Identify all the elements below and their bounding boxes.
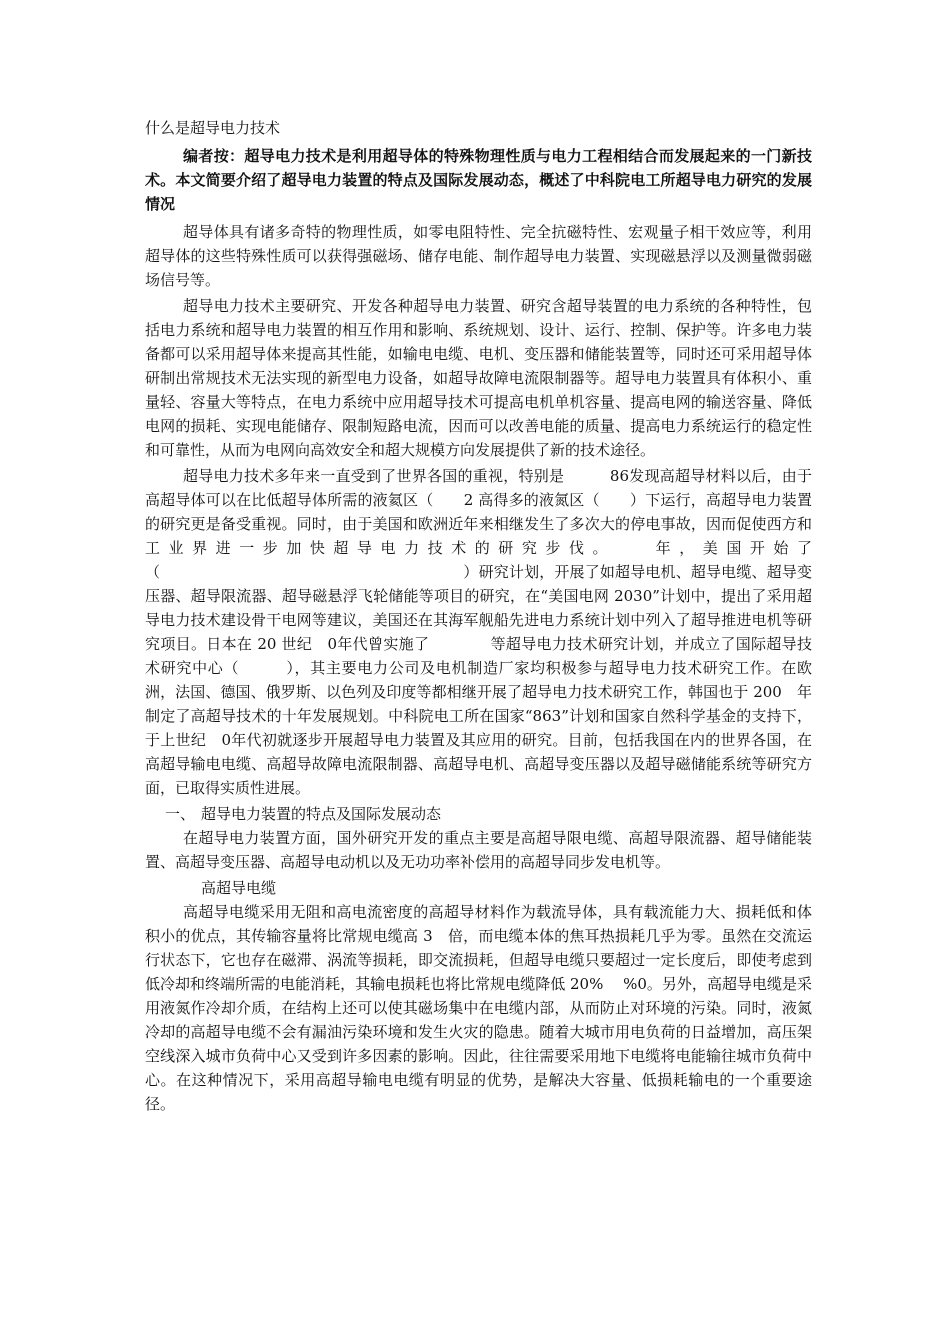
editor-note: 编者按：超导电力技术是利用超导体的特殊物理性质与电力工程相结合而发展起来的一门新技术。本文简要介绍了超导电力装置的特点及国际发展动态，概述了中科院电工所超导电力研究的发展情况	[145, 147, 812, 213]
paragraph-5: 高超导电缆采用无阻和高电流密度的高超导材料作为载流导体，具有载流能力大、损耗低和体积小的优点，其传输容量将比常规电缆高 3 倍，而电缆本体的焦耳热损耗几乎为零。虽然在交流运行状态下，它也存在磁滞、涡流等损耗，即交流损耗，但超导电缆只要超过一定长度后，即使考虑到低冷却和终端所需的电能消耗，其输电损耗也将比常规电缆降低 20% %0。另外，高超导电缆是采用液氮作冷却介质，在结构上还可以使其磁场集中在电缆内部，从而防止对环境的污染。同时，液氮冷却的高超导电缆不会有漏油污染环境和发生火灾的隐患。随着大城市用电负荷的日益增加，高压架空线深入城市负荷中心又受到许多因素的影响。因此，往往需要采用地下电缆将电能输往城市负荷中心。在这种情况下，采用高超导输电电缆有明显的优势，是解决大容量、低损耗输电的一个重要途径。	[145, 903, 812, 1113]
section-number: 一、	[165, 805, 196, 823]
document-title: 什么是超导电力技术	[145, 119, 281, 137]
section-title: 超导电力装置的特点及国际发展动态	[201, 805, 442, 823]
subsection-heading-1: 高超导电缆	[201, 879, 277, 897]
paragraph-3: 超导电力技术多年来一直受到了世界各国的重视，特别是 86发现高超导材料以后，由于高超导体可以在比低超导体所需的液氦区（ 2 高得多的液氮区（ ）下运行，高超导电力装置的研究更是备受重视。同时，由于美国和欧洲近年来相继发生了多次大的停电事故，因而促使西方和工业界进一步加快超导电力技术的研究步伐。 年，美国开始了（ ）研究计划，开展了如超导电机、超导电缆、超导变压器、超导限流器、超导磁悬浮飞轮储能等项目的研究，在“美国电网 2030”计划中，提出了采用超导电力技术建设骨干电网等建议，美国还在其海军舰船先进电力系统计划中列入了超导推进电机等研究项目。日本在 20 世纪 0年代曾实施了 等超导电力技术研究计划，并成立了国际超导技术研究中心（ ），其主要电力公司及电机制造厂家均积极参与超导电力技术研究工作。在欧洲，法国、德国、俄罗斯、以色列及印度等都相继开展了超导电力技术研究工作，韩国也于 200 年制定了高超导技术的十年发展规划。中科院电工所在国家“863”计划和国家自然科学基金的支持下，于上世纪 0年代初就逐步开展超导电力装置及其应用的研究。目前，包括我国在内的世界各国，在高超导输电电缆、高超导故障电流限制器、高超导电机、高超导变压器以及超导磁储能系统等研究方面，已取得实质性进展。	[145, 467, 812, 797]
document-page	[145, 118, 812, 1118]
paragraph-4: 在超导电力装置方面，国外研究开发的重点主要是高超导限电缆、高超导限流器、超导储能装置、高超导变压器、高超导电动机以及无功功率补偿用的高超导同步发电机等。	[145, 829, 812, 871]
paragraph-1: 超导体具有诸多奇特的物理性质，如零电阻特性、完全抗磁特性、宏观量子相干效应等，利用超导体的这些特殊性质可以获得强磁场、储存电能、制作超导电力装置、实现磁悬浮以及测量微弱磁场信号等。	[145, 223, 812, 289]
section-heading-1	[145, 802, 812, 826]
paragraph-2: 超导电力技术主要研究、开发各种超导电力装置、研究含超导装置的电力系统的各种特性，包括电力系统和超导电力装置的相互作用和影响、系统规划、设计、运行、控制、保护等。许多电力装备都可以采用超导体来提高其性能，如输电电缆、电机、变压器和储能装置等，同时还可采用超导体研制出常规技术无法实现的新型电力设备，如超导故障电流限制器等。超导电力装置具有体积小、重量轻、容量大等特点，在电力系统中应用超导技术可提高电机单机容量、提高电网的输送容量、降低电网的损耗、实现电能储存、限制短路电流，因而可以改善电能的质量、提高电力系统运行的稳定性和可靠性，从而为电网向高效安全和超大规模方向发展提供了新的技术途径。	[145, 297, 812, 459]
